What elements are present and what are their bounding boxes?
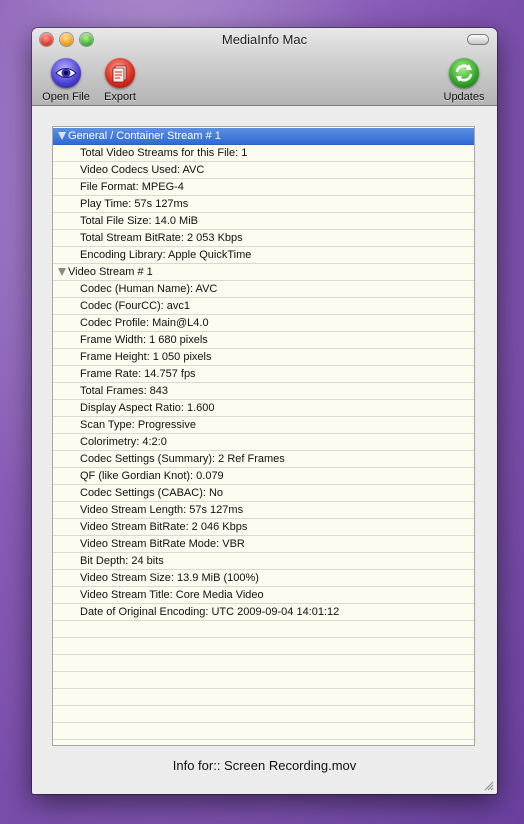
eye-icon (51, 58, 81, 88)
list-item[interactable] (53, 298, 474, 315)
list-item[interactable] (53, 587, 474, 604)
list-item[interactable] (53, 383, 474, 400)
list-item[interactable] (53, 536, 474, 553)
list-item[interactable] (53, 468, 474, 485)
export-label: Export (104, 91, 136, 103)
toolbar-toggle-button[interactable] (468, 35, 488, 44)
disclosure-triangle-icon[interactable] (58, 132, 66, 140)
list-item[interactable] (53, 451, 474, 468)
list-item-text: Date of Original Encoding: UTC 2009-09-04 14:01:12 (80, 606, 340, 618)
list-item[interactable] (53, 145, 474, 162)
empty-row (53, 621, 474, 638)
list-item-text: Total File Size: 14.0 MiB (80, 215, 198, 227)
list-item[interactable] (53, 570, 474, 587)
list-item[interactable] (53, 213, 474, 230)
list-item[interactable] (53, 315, 474, 332)
list-item-text: Play Time: 57s 127ms (80, 198, 189, 210)
list-item[interactable] (53, 604, 474, 621)
open-file-button[interactable] (40, 58, 92, 103)
list-item-text: Video Stream Title: Core Media Video (80, 589, 264, 601)
list-item-text: Total Video Streams for this File: 1 (80, 147, 248, 159)
updates-button[interactable] (440, 58, 488, 103)
list-item[interactable] (53, 434, 474, 451)
list-item-text: File Format: MPEG-4 (80, 181, 184, 193)
toolbar (32, 28, 497, 106)
list-item-text: Frame Rate: 14.757 fps (80, 368, 196, 380)
list-item[interactable] (53, 485, 474, 502)
list-item[interactable] (53, 519, 474, 536)
list-item-text: Scan Type: Progressive (80, 419, 196, 431)
info-for-label: Info for:: Screen Recording.mov (172, 758, 357, 773)
window-title: MediaInfo Mac (221, 32, 308, 47)
empty-row (53, 672, 474, 689)
disclosure-triangle-icon[interactable] (58, 268, 66, 276)
list-item-text: Encoding Library: Apple QuickTime (80, 249, 252, 261)
list-item[interactable] (53, 400, 474, 417)
resize-grip-icon[interactable] (483, 780, 494, 791)
empty-row (53, 655, 474, 672)
list-item-text: Video Stream BitRate: 2 046 Kbps (80, 521, 248, 533)
list-item[interactable] (53, 247, 474, 264)
stream-group-header[interactable] (53, 128, 474, 145)
empty-row (53, 706, 474, 723)
list-item-text: Codec (Human Name): AVC (80, 283, 218, 295)
list-item[interactable] (53, 332, 474, 349)
list-item-text: Codec Settings (Summary): 2 Ref Frames (80, 453, 285, 465)
list-item-text: Codec (FourCC): avc1 (80, 300, 191, 312)
list-item-text: Display Aspect Ratio: 1.600 (80, 402, 215, 414)
updates-label: Updates (443, 91, 485, 103)
list-item-text: Video Stream # 1 (68, 266, 153, 278)
list-item[interactable] (53, 196, 474, 213)
list-item-text: Colorimetry: 4:2:0 (80, 436, 167, 448)
empty-row (53, 723, 474, 740)
list-item[interactable] (53, 349, 474, 366)
list-item[interactable] (53, 502, 474, 519)
list-item-text: Video Codecs Used: AVC (80, 164, 205, 176)
list-item-text: QF (like Gordian Knot): 0.079 (80, 470, 224, 482)
list-item[interactable] (53, 281, 474, 298)
list-item-text: Frame Width: 1 680 pixels (80, 334, 208, 346)
list-item-text: Codec Settings (CABAC): No (80, 487, 224, 499)
list-item[interactable] (53, 417, 474, 434)
export-document-icon (105, 58, 135, 88)
list-item[interactable] (53, 366, 474, 383)
list-item[interactable] (53, 553, 474, 570)
list-item-text: Total Frames: 843 (80, 385, 169, 397)
refresh-arrows-icon (449, 58, 479, 88)
list-item[interactable] (53, 162, 474, 179)
open-file-label: Open File (42, 91, 90, 103)
list-item-text: Video Stream BitRate Mode: VBR (80, 538, 245, 550)
info-list[interactable] (52, 126, 475, 746)
stream-group-header[interactable] (53, 264, 474, 281)
list-item-text: Total Stream BitRate: 2 053 Kbps (80, 232, 243, 244)
list-item[interactable] (53, 179, 474, 196)
list-item-text: Video Stream Size: 13.9 MiB (100%) (80, 572, 259, 584)
app-window (32, 28, 497, 794)
list-item[interactable] (53, 230, 474, 247)
list-item-text: Bit Depth: 24 bits (80, 555, 164, 567)
empty-row (53, 689, 474, 706)
list-item-text: General / Container Stream # 1 (68, 130, 221, 142)
list-item-text: Video Stream Length: 57s 127ms (80, 504, 244, 516)
export-button[interactable] (100, 58, 140, 103)
list-item-text: Codec Profile: Main@L4.0 (80, 317, 209, 329)
empty-row (53, 638, 474, 655)
list-item-text: Frame Height: 1 050 pixels (80, 351, 212, 363)
